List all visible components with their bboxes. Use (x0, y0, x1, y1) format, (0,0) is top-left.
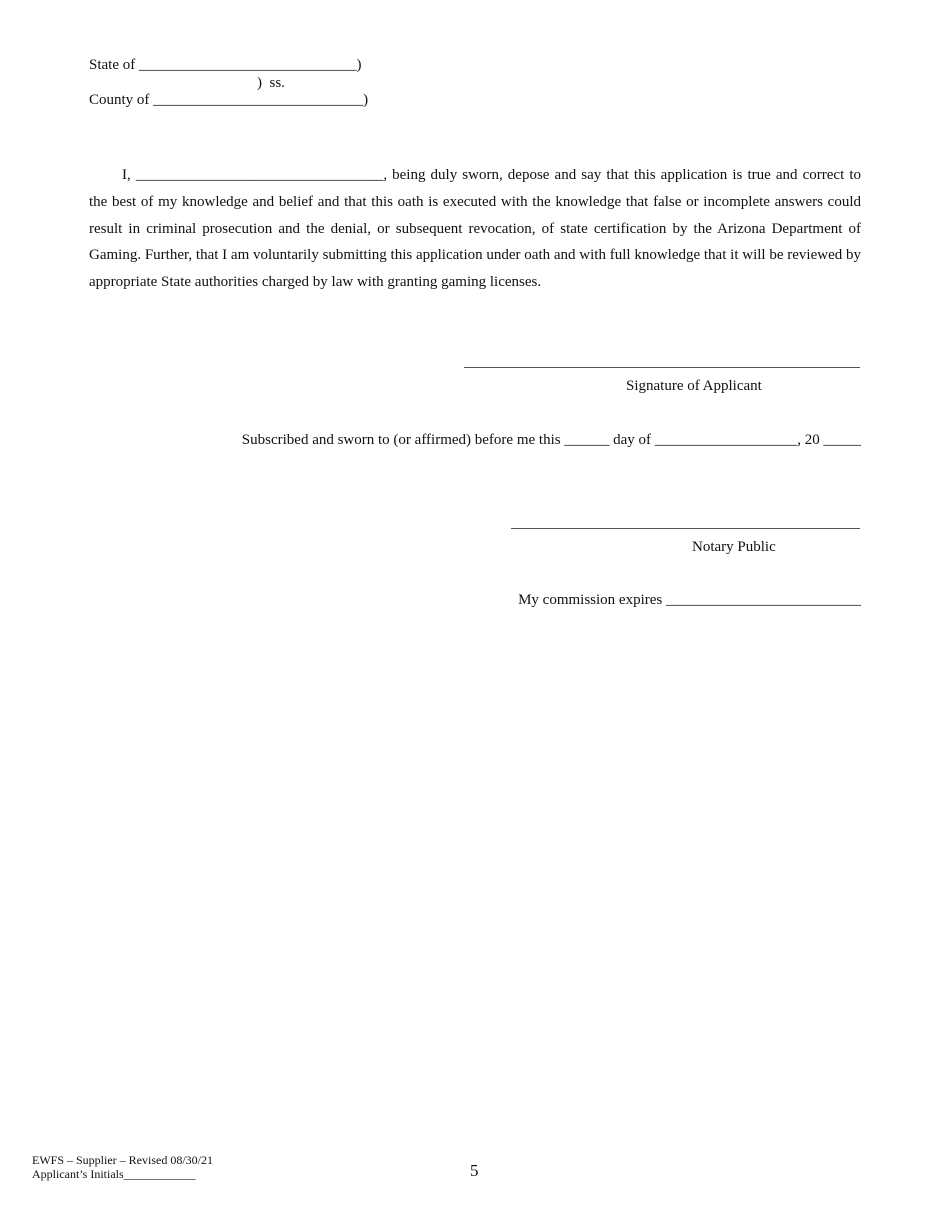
ss-line: ) ss. (257, 75, 285, 91)
commission-expires-line: My commission expires __________________________ (518, 592, 861, 608)
applicant-initials-line: Applicant’s Initials____________ (32, 1167, 196, 1181)
affidavit-text: I, _________________________________, being duly sworn, depose and say that this application is true and correct to the best of my knowledge and belief and that this oath is executed with the knowledge that false or incomplete answers could result in criminal prosecution and the denial, or subsequent revocation, of state certification by the Arizona Department of Gaming. Further, that I am voluntarily submitting this application under oath and with full knowledge that it will be reviewed by appropriate State authorities charged by law with granting gaming licenses. (89, 167, 861, 291)
state-of-line: State of _____________________________) (89, 57, 362, 73)
form-revision-id: EWFS – Supplier – Revised 08/30/21 (32, 1153, 213, 1167)
signature-of-applicant-label: Signature of Applicant (626, 378, 762, 394)
affidavit-paragraph (89, 162, 861, 296)
notary-signature-line (511, 528, 860, 529)
notary-public-label: Notary Public (692, 539, 776, 555)
county-of-line: County of ____________________________) (89, 92, 369, 108)
subscribed-sworn-line: Subscribed and sworn to (or affirmed) before me this ______ day of ___________________, 20 _____ (241, 432, 861, 448)
applicant-signature-line (464, 367, 860, 368)
page-number: 5 (470, 1161, 479, 1180)
